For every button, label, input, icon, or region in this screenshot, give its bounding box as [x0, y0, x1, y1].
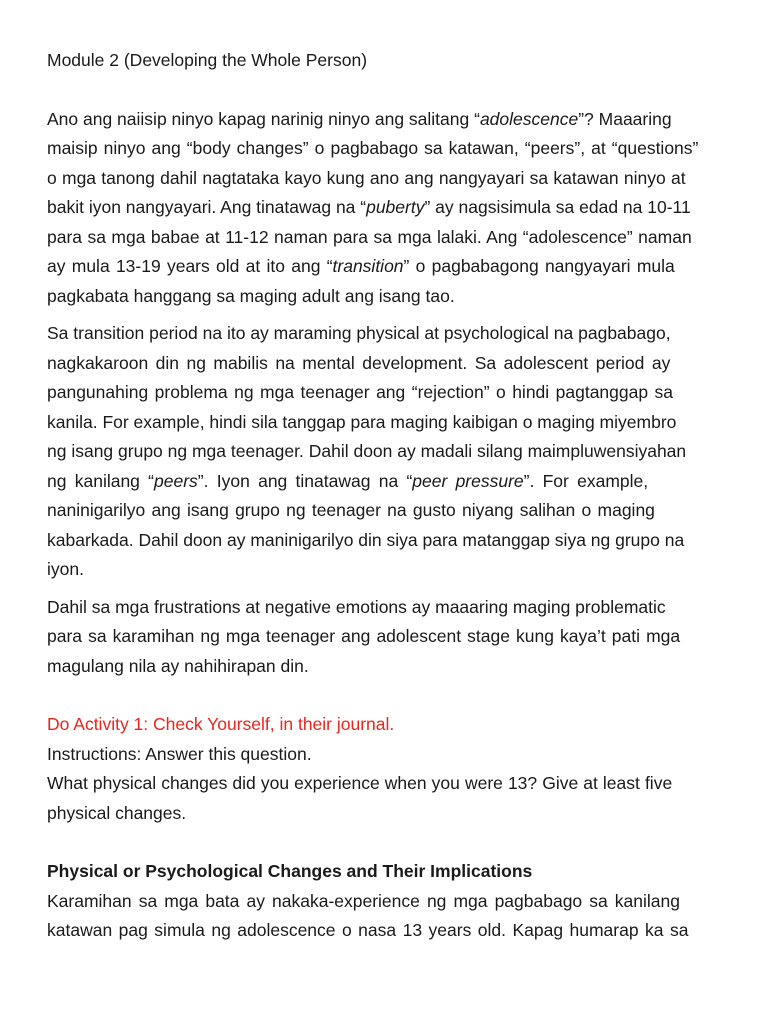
- paragraph-line: para sa mga babae at 11-12 naman para sa mga lalaki. Ang “adolescence” naman: [47, 226, 692, 247]
- paragraph-line: o mga tanong dahil nagtataka kayo kung ano ang nangyayari sa katawan ninyo at: [47, 167, 686, 188]
- paragraph-line: pangunahing problema ng mga teenager ang “rejection” o hindi pagtanggap sa: [47, 382, 674, 402]
- activity-section: [47, 710, 721, 828]
- paragraph-line: kanila. For example, hindi sila tanggap para maging kaibigan o maging miyembro: [47, 411, 677, 432]
- module-title: Module 2 (Developing the Whole Person): [47, 50, 368, 70]
- paragraph-line: maisip ninyo ang “body changes” o pagbabago sa katawan, “peers”, at “questions”: [47, 138, 699, 158]
- activity-instructions: Instructions: Answer this question.: [47, 743, 312, 764]
- paragraph-3: [47, 593, 721, 682]
- paragraph-line: nagkakaroon din ng mabilis na mental development. Sa adolescent period ay: [47, 352, 671, 373]
- paragraph-line: Ano ang naiisip ninyo kapag narinig ninyo ang salitang “adolescence”? Maaaring: [47, 108, 672, 129]
- paragraph-line: Dahil sa mga frustrations at negative emotions ay maaaring maging problematic: [47, 596, 666, 617]
- paragraph-line: ng kanilang “peers”. Iyon ang tinatawag na “peer pressure”. For example,: [47, 470, 649, 491]
- paragraph-line: kabarkada. Dahil doon ay maninigarilyo din siya para matanggap siya ng grupo na: [47, 529, 685, 550]
- paragraph-line: para sa karamihan ng mga teenager ang adolescent stage kung kaya’t pati mga: [47, 626, 681, 646]
- paragraph-line: katawan pag simula ng adolescence o nasa 13 years old. Kapag humarap ka sa: [47, 920, 689, 940]
- paragraph-2: [47, 319, 721, 585]
- paragraph-line: ay mula 13-19 years old at ito ang “transition” o pagbabagong nangyayari mula: [47, 256, 675, 276]
- activity-question: What physical changes did you experience when you were 13? Give at least five: [47, 773, 673, 793]
- activity-heading: Do Activity 1: Check Yourself, in their journal.: [47, 714, 395, 734]
- activity-question: physical changes.: [47, 802, 187, 823]
- paragraph-line: bakit iyon nangyayari. Ang tinatawag na “puberty” ay nagsisimula sa edad na 10-11: [47, 197, 691, 217]
- paragraph-line: Sa transition period na ito ay maraming physical at psychological na pagbabago,: [47, 323, 671, 343]
- paragraph-line: ng isang grupo ng mga teenager. Dahil doon ay madali silang maimpluwensiyahan: [47, 441, 687, 461]
- paragraph-line: magulang nila ay nahihirapan din.: [47, 655, 309, 676]
- paragraph-line: iyon.: [47, 559, 84, 579]
- section-heading: Physical or Psychological Changes and Their Implications: [47, 861, 533, 881]
- paragraph-line: Karamihan sa mga bata ay nakaka-experience ng mga pagbabago sa kanilang: [47, 890, 680, 911]
- document-page: [47, 46, 721, 946]
- paragraph-1: [47, 105, 721, 312]
- paragraph-line: pagkabata hanggang sa maging adult ang isang tao.: [47, 285, 455, 306]
- paragraph-line: naninigarilyo ang isang grupo ng teenager na gusto niyang salihan o maging: [47, 500, 655, 520]
- changes-section: [47, 857, 721, 946]
